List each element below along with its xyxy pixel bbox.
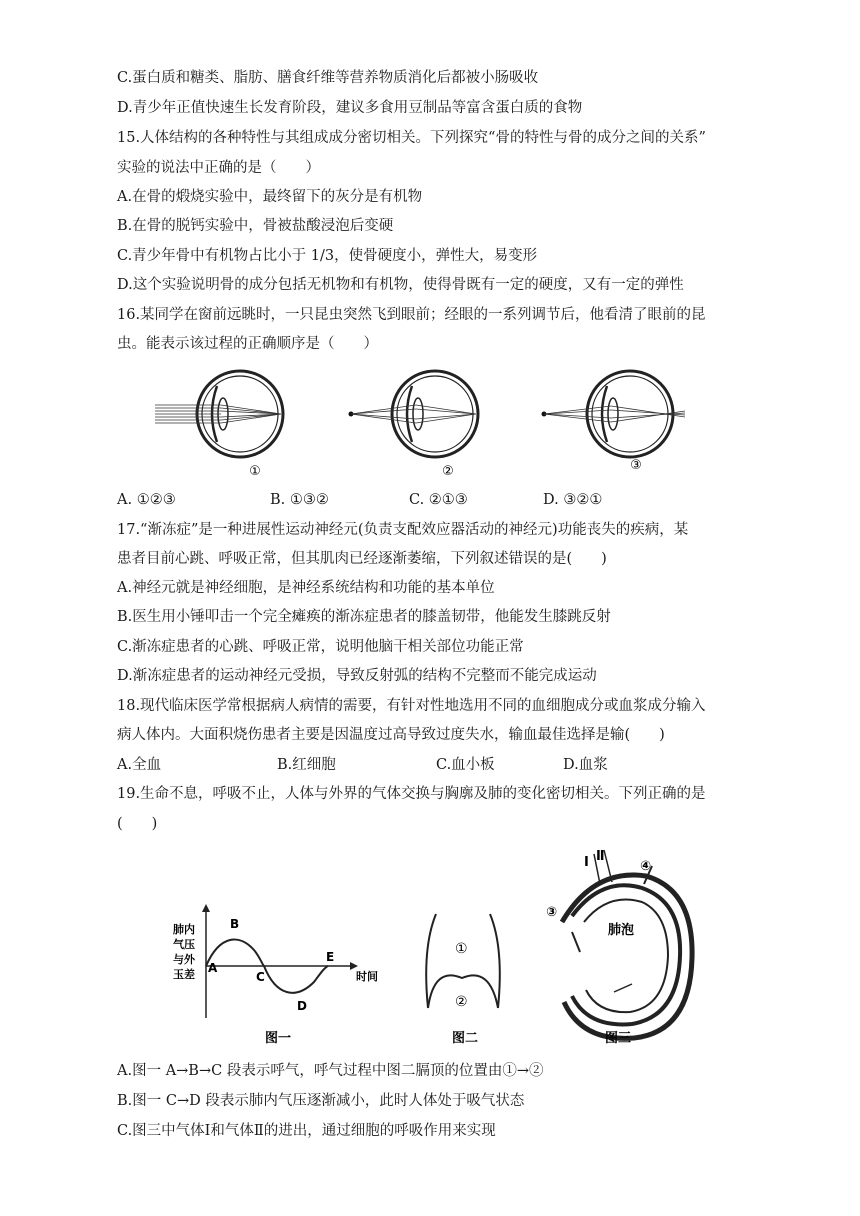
- q14-option-d: D.青少年正值快速生长发育阶段，建议多食用豆制品等富含蛋白质的食物: [117, 100, 583, 116]
- fig1-ylabel-1: 肺内: [173, 923, 195, 936]
- fig1-ylabel-3: 与外: [173, 953, 195, 966]
- eye-label-3: ③: [630, 458, 642, 473]
- q16-option-b: B. ①③②: [270, 492, 329, 508]
- q19-option-b: B.图一 C→D 段表示肺内气压逐渐减小，此时人体处于吸气状态: [117, 1093, 525, 1109]
- q16-stem-1: 16.某同学在窗前远眺时，一只昆虫突然飞到眼前；经眼的一系列调节后，他看清了眼前的昆: [117, 307, 706, 323]
- q18-stem-2: 病人体内。大面积烧伤患者主要是因温度过高导致过度失水，输血最佳选择是输( ): [117, 727, 665, 743]
- fig3-arrow-inner: [614, 984, 632, 992]
- fig3-alveolus-inner: [584, 900, 668, 1013]
- q17-option-d: D.渐冻症患者的运动神经元受损，导致反射弧的结构不完整而不能完成运动: [117, 668, 597, 684]
- fig2-mark-2: ②: [455, 994, 468, 1010]
- q16-option-d: D. ③②①: [543, 492, 603, 508]
- q15-option-d: D.这个实验说明骨的成分包括无机物和有机物，使得骨既有一定的硬度，又有一定的弹性: [117, 277, 684, 293]
- figure-2-diaphragm: [420, 908, 510, 1048]
- q16-stem-2: 虫。能表示该过程的正确顺序是（ ）: [117, 336, 378, 352]
- figure-1-pressure-curve: [168, 900, 398, 1050]
- fig1-x-arrow: [350, 962, 358, 970]
- fig3-alveolus-wall: [572, 885, 680, 1024]
- q16-option-a: A. ①②③: [117, 492, 176, 508]
- q17-option-a: A.神经元就是神经细胞，是神经系统结构和功能的基本单位: [117, 580, 495, 596]
- q18-option-b: B.红细胞: [277, 757, 336, 773]
- q18-option-c: C.血小板: [436, 757, 495, 773]
- eye-figure-1: [155, 368, 305, 478]
- fig3-arrow-in: [572, 932, 580, 952]
- eye-figure-3: [540, 368, 690, 478]
- fig1-ylabel-4: 玉差: [173, 968, 195, 981]
- q15-option-b: B.在骨的脱钙实验中，骨被盐酸浸泡后变硬: [117, 218, 394, 234]
- q18-option-d: D.血浆: [563, 757, 608, 773]
- figure-3-alveolus: [542, 846, 702, 1046]
- q16-option-c: C. ②①③: [409, 492, 468, 508]
- q15-stem-2: 实验的说法中正确的是（ ）: [117, 160, 320, 176]
- q19-option-c: C.图三中气体Ⅰ和气体Ⅱ的进出，通过细胞的呼吸作用来实现: [117, 1123, 496, 1139]
- q19-stem-1: 19.生命不息，呼吸不止，人体与外界的气体交换与胸廓及肺的变化密切相关。下列正确的是: [117, 786, 706, 802]
- eye-figure-2: [345, 368, 495, 478]
- eye-label-1: ①: [249, 464, 261, 479]
- fig1-y-arrow: [202, 904, 210, 912]
- q17-option-c: C.渐冻症患者的心跳、呼吸正常，说明他脑干相关部位功能正常: [117, 639, 524, 655]
- fig2-title: 图二: [451, 1031, 479, 1046]
- q15-option-a: A.在骨的煅烧实验中，最终留下的灰分是有机物: [117, 189, 423, 205]
- q17-stem-2: 患者目前心跳、呼吸正常，但其肌肉已经逐渐萎缩，下列叙述错误的是( ): [117, 551, 607, 567]
- fig3-center-label: 肺泡: [608, 923, 635, 938]
- fig1-point-b: B: [230, 917, 240, 931]
- q18-stem-1: 18.现代临床医学常根据病人病情的需要，有针对性地选用不同的血细胞成分或血浆成分输入: [117, 698, 706, 714]
- fig3-gas-2: Ⅱ: [596, 849, 605, 864]
- fig1-point-e: E: [326, 950, 335, 964]
- fig3-mark-4: ④: [640, 859, 652, 874]
- fig1-xlabel: 时间: [356, 970, 378, 983]
- q15-option-c: C.青少年骨中有机物占比小于 1/3，使骨硬度小，弹性大，易变形: [117, 248, 538, 264]
- fig1-point-d: D: [297, 999, 307, 1013]
- q19-stem-2: ( ): [117, 816, 158, 832]
- fig2-mark-1: ①: [455, 941, 468, 957]
- q15-stem-1: 15.人体结构的各种特性与其组成成分密切相关。下列探究“骨的特性与骨的成分之间的关系”: [117, 130, 706, 146]
- fig1-ylabel-2: 气压: [173, 938, 195, 951]
- fig3-mark-3: ③: [546, 905, 558, 920]
- q19-option-a: A.图一 A→B→C 段表示呼气，呼气过程中图二膈顶的位置由①→②: [117, 1063, 544, 1079]
- q17-stem-1: 17.“渐冻症”是一种进展性运动神经元(负责支配效应器活动的神经元)功能丧失的疾病，某: [117, 522, 689, 538]
- fig1-point-a: A: [208, 961, 218, 975]
- q14-option-c: C.蛋白质和糖类、脂肪、膳食纤维等营养物质消化后都被小肠吸收: [117, 70, 539, 86]
- fig3-gas-1: Ⅰ: [584, 855, 589, 870]
- fig1-point-c: C: [256, 970, 265, 984]
- q18-option-a: A.全血: [117, 757, 162, 773]
- fig1-title: 图一: [264, 1031, 292, 1046]
- eye-label-2: ②: [442, 464, 454, 479]
- q17-option-b: B.医生用小锤叩击一个完全瘫痪的渐冻症患者的膝盖韧带，他能发生膝跳反射: [117, 609, 611, 625]
- fig3-title: 图三: [604, 1031, 632, 1046]
